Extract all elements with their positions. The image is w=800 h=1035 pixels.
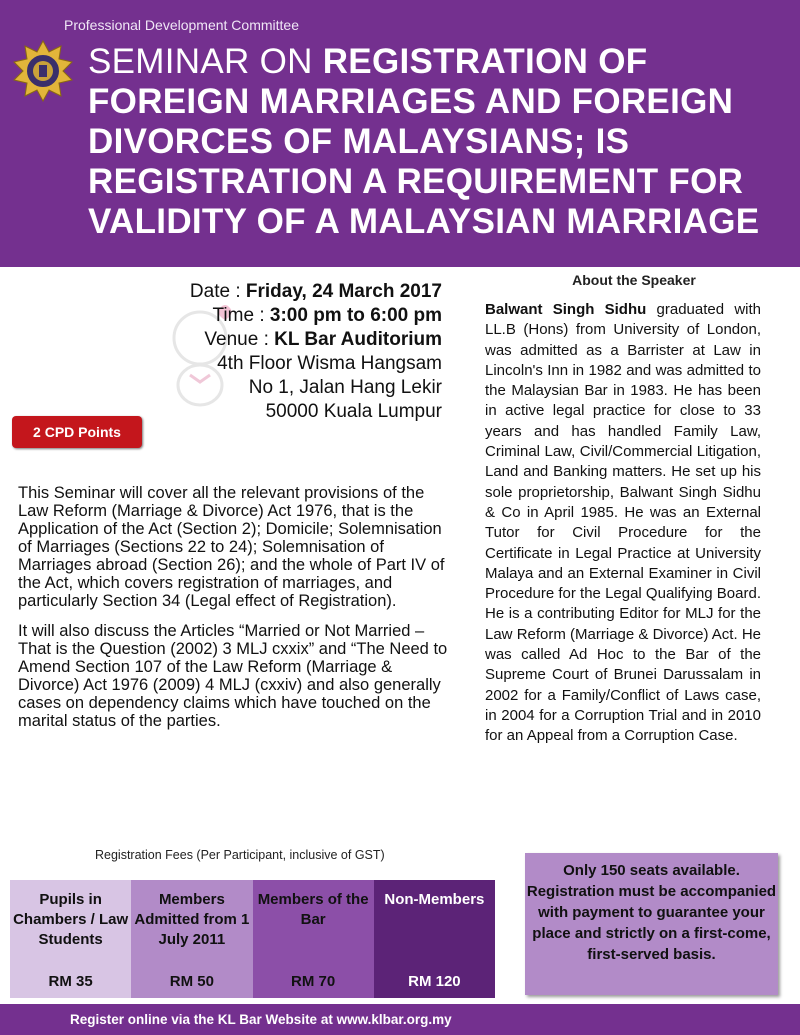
speaker-bio-text: graduated with LL.B (Hons) from University of London, was admitted as a Barrister at Law in Lincoln's Inn in 1982 and was admitted to the Malaysian Bar in 1983. He has been in active legal practice for close to 33 years and has handled Family Law, Criminal Law, Civil/Commercial Litigation, Land and Banking matters. He set up his sole proprietorship, Balwant Singh Sidhu & Co in April 1985. He was an External Tutor for Civil Procedure for the Certificate in Legal Practice at University Malaya and an External Examiner in Civil Procedure for the Legal Qualifying Board. He is a contributing Editor for MLJ for the Law Reform (Marriage & Divorce) Act. He was called Ad Hoc to the Bar of the Supreme Court of Brunei Darussalam in 2002 for a Family/Conflict of Laws case, in 2004 for a Corruption Trial and in 2010 for an Appeal from a Corruption Case. — [485, 301, 761, 745]
fee-cell-non-members — [374, 880, 495, 998]
date-value: Friday, 24 March 2017 — [245, 281, 442, 302]
event-details — [190, 280, 442, 424]
fee-cell-members — [253, 880, 374, 998]
venue-label: Venue : — [204, 329, 275, 350]
event-time — [190, 304, 442, 328]
fee-category: Non-Members — [384, 891, 485, 908]
fees-caption: Registration Fees (Per Participant, inclusive of GST) — [95, 848, 385, 862]
event-date — [190, 280, 442, 304]
fee-category: Members of the Bar — [257, 891, 369, 928]
fee-category: Members Admitted from 1 July 2011 — [134, 891, 250, 948]
speaker-bio — [485, 300, 761, 747]
fees-table — [10, 880, 495, 998]
address-line-3: 50000 Kuala Lumpur — [265, 401, 442, 422]
seminar-title — [88, 42, 788, 242]
address-line-2: No 1, Jalan Hang Lekir — [248, 377, 442, 398]
fee-amount: RM 35 — [48, 973, 93, 990]
fee-amount: RM 70 — [291, 973, 336, 990]
event-venue — [190, 328, 442, 352]
speaker-name: Balwant Singh Sidhu — [485, 301, 647, 318]
venue-value: KL Bar Auditorium — [274, 329, 442, 350]
fee-cell-new-members — [131, 880, 252, 998]
cpd-points-badge: 2 CPD Points — [12, 416, 142, 448]
kl-bar-logo-icon — [12, 40, 74, 102]
speaker-heading: About the Speaker — [572, 272, 696, 288]
time-label: Time : — [212, 305, 270, 326]
header-banner — [0, 0, 800, 267]
fee-amount: RM 50 — [169, 973, 214, 990]
seminar-description — [18, 484, 448, 742]
fee-cell-pupils — [10, 880, 131, 998]
fee-category: Pupils in Chambers / Law Students — [13, 891, 129, 948]
description-paragraph-2: It will also discuss the Articles “Married or Not Married – That is the Question (2002) 3 MLJ cxxix” and “The Need to Amend Section 107 of the Law Reform (Marriage & Divorce) Act 1976 (2009) 4 MLJ (cxxiv) and also generally cases on dependency claims which have touched on the marital status of the parties. — [18, 622, 448, 730]
seats-notice: Only 150 seats available. Registration must be accompanied with payment to guarantee your place and strictly on a first-come, first-served basis. — [525, 853, 778, 995]
time-value: 3:00 pm to 6:00 pm — [269, 305, 442, 326]
address-line-1: 4th Floor Wisma Hangsam — [217, 353, 442, 374]
registration-footer[interactable]: Register online via the KL Bar Website at www.klbar.org.my — [0, 1004, 800, 1035]
title-lead: SEMINAR ON — [88, 42, 323, 81]
committee-name: Professional Development Committee — [64, 17, 299, 33]
description-paragraph-1: This Seminar will cover all the relevant provisions of the Law Reform (Marriage & Divorce) Act 1976, that is the Application of the Act (Section 2); Domicile; Solemnisation of Marriages (Sections 22 to 24); Solemnisation of Marriages abroad (Section 26); and the whole of Part IV of the Act, which covers registration of marriages, and particularly Section 34 (Legal effect of Registration). — [18, 484, 445, 610]
title-main: REGISTRATION OF FOREIGN MARRIAGES AND FOREIGN DIVORCES OF MALAYSIANS; IS REGISTRATION A REQUIREMENT FOR VALIDITY OF A MALAYSIAN MARRIAGE — [88, 42, 760, 241]
date-label: Date : — [189, 281, 246, 302]
fee-amount: RM 120 — [408, 973, 461, 990]
